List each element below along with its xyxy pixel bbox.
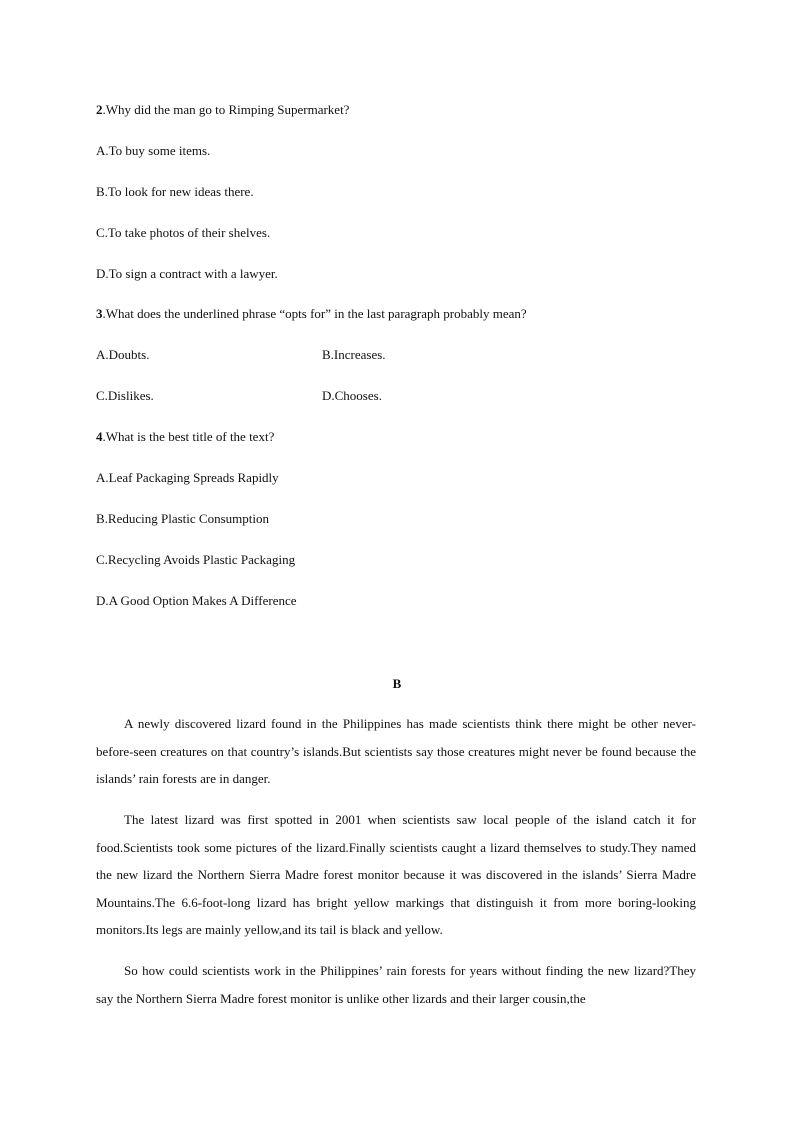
passage-paragraph-2: The latest lizard was first spotted in 2001 when scientists saw local people of the island catch it for food.Scientists took some pictures of the lizard.Finally scientists caught a lizard themselves to study.They named the new lizard the Northern Sierra Madre forest monitor because it was discovered in the islands’ Sierra Madre Mountains.The 6.6-foot-long lizard has bright yellow markings that distinguish it from more boring-looking monitors.Its legs are mainly yellow,and its tail is black and yellow. [96, 812, 696, 937]
question-4-stem [96, 429, 274, 445]
question-3-text: .What does the underlined phrase “opts for” in the last paragraph probably mean? [102, 306, 527, 321]
question-4-text: .What is the best title of the text? [102, 429, 275, 444]
question-3-option-c: C.Dislikes. [96, 388, 154, 403]
question-4-option-a: A.Leaf Packaging Spreads Rapidly [96, 470, 279, 485]
question-2-option-c: C.To take photos of their shelves. [96, 225, 271, 240]
passage-paragraph-3: So how could scientists work in the Philippines’ rain forests for years without finding the new lizard?They say the Northern Sierra Madre forest monitor is unlike other lizards and their larger cousin,the [96, 963, 696, 1006]
question-3-number: 3 [96, 306, 103, 321]
question-2-option-a: A.To buy some items. [96, 143, 211, 158]
question-4-option-b: B.Reducing Plastic Consumption [96, 511, 269, 526]
question-4-number: 4 [96, 429, 103, 444]
question-3-option-b: B.Increases. [322, 347, 386, 362]
question-4-option-c: C.Recycling Avoids Plastic Packaging [96, 552, 296, 567]
question-3-option-a: A.Doubts. [96, 347, 150, 362]
question-2-option-d: D.To sign a contract with a lawyer. [96, 266, 278, 281]
question-3-stem [96, 306, 527, 322]
question-3-option-d: D.Chooses. [322, 388, 382, 403]
passage-paragraph-1: A newly discovered lizard found in the Philippines has made scientists think there might be other never-before-seen creatures on that country’s islands.But scientists say those creatures might never be found because the islands’ rain forests are in danger. [96, 716, 696, 786]
question-2-option-b: B.To look for new ideas there. [96, 184, 254, 199]
question-2-number: 2 [96, 102, 103, 117]
section-heading: B [392, 676, 402, 691]
question-2-text: .Why did the man go to Rimping Supermarket? [102, 102, 350, 117]
question-2-stem [96, 102, 349, 118]
question-4-option-d: D.A Good Option Makes A Difference [96, 593, 297, 608]
